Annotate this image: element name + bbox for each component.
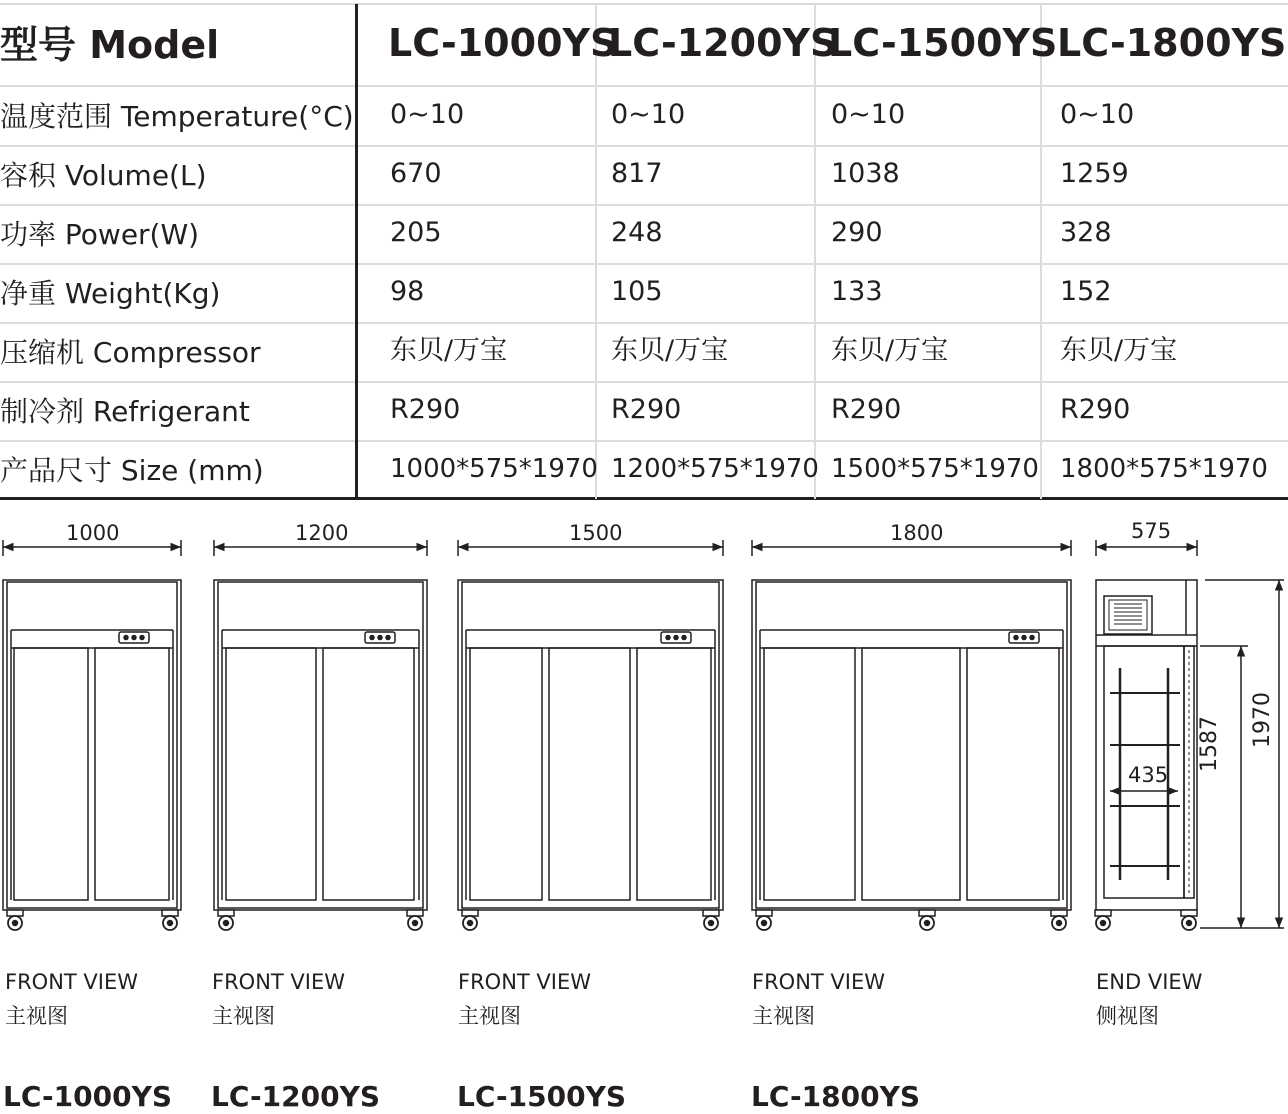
table-cell: 1259 — [1060, 158, 1129, 189]
dimension-label: 1800 — [890, 521, 944, 545]
table-cell: 1000*575*1970 — [390, 454, 598, 484]
model-header: LC-1800YS — [1057, 21, 1287, 65]
view-caption-en: FRONT VIEW — [5, 970, 139, 994]
dimension-label: 1500 — [569, 521, 623, 545]
dimension-label: 1200 — [295, 521, 349, 545]
model-name: LC-1000YS — [3, 1080, 173, 1113]
spec-table — [0, 0, 1288, 500]
view-caption-cn: 主视图 — [212, 1004, 275, 1028]
model-name: LC-1200YS — [211, 1080, 381, 1113]
model-name: LC-1500YS — [457, 1080, 627, 1113]
table-cell: 328 — [1060, 217, 1112, 248]
column-divider — [1040, 4, 1042, 499]
row-divider — [0, 381, 1288, 383]
column-divider — [595, 4, 597, 499]
view-caption-cn: 主视图 — [752, 1004, 815, 1028]
front-view-1000 — [3, 540, 181, 930]
table-cell: 290 — [831, 217, 883, 248]
row-label: 压缩机 Compressor — [0, 336, 261, 369]
table-cell: 1200*575*1970 — [611, 454, 819, 484]
table-cell: 1038 — [831, 158, 900, 189]
dimension-label: 575 — [1131, 519, 1172, 543]
drawings-canvas — [0, 500, 1288, 1112]
row-label: 净重 Weight(Kg) — [0, 277, 221, 310]
row-label: 产品尺寸 Size (mm) — [0, 454, 264, 487]
view-caption-en: FRONT VIEW — [458, 970, 592, 994]
label-column-divider — [355, 4, 358, 499]
technical-drawings — [0, 500, 1288, 1112]
table-cell: 133 — [831, 276, 883, 307]
row-divider — [0, 440, 1288, 442]
row-divider — [0, 85, 1288, 87]
table-cell: 98 — [390, 276, 425, 307]
view-caption-cn: 主视图 — [5, 1004, 68, 1028]
table-cell: R290 — [611, 394, 682, 425]
view-caption-cn: 主视图 — [458, 1004, 521, 1028]
table-cell: 东贝/万宝 — [831, 335, 949, 366]
table-cell: 248 — [611, 217, 663, 248]
table-cell: 152 — [1060, 276, 1112, 307]
table-cell: 670 — [390, 158, 442, 189]
dimension-label: 435 — [1128, 763, 1169, 787]
table-cell: R290 — [831, 394, 902, 425]
column-divider — [814, 4, 816, 499]
dimension-label: 1587 — [1197, 716, 1222, 772]
table-cell: 东贝/万宝 — [390, 335, 508, 366]
front-view-1800 — [752, 540, 1071, 930]
view-caption-en: END VIEW — [1096, 970, 1203, 994]
view-caption-en: FRONT VIEW — [212, 970, 346, 994]
table-cell: R290 — [1060, 394, 1131, 425]
row-label: 温度范围 Temperature(°C) — [0, 100, 354, 133]
dimension-label: 1970 — [1250, 692, 1275, 748]
model-header: LC-1200YS — [608, 21, 838, 65]
view-caption-en: FRONT VIEW — [752, 970, 886, 994]
table-top-border — [0, 3, 1288, 5]
front-view-1500 — [458, 540, 723, 930]
row-divider — [0, 145, 1288, 147]
row-label: 功率 Power(W) — [0, 218, 200, 251]
model-header: LC-1500YS — [828, 21, 1058, 65]
row-label: 容积 Volume(L) — [0, 159, 207, 192]
front-view-1200 — [214, 540, 427, 930]
table-cell: 1800*575*1970 — [1060, 454, 1268, 484]
table-cell: 东贝/万宝 — [611, 335, 729, 366]
table-cell: R290 — [390, 394, 461, 425]
table-cell: 1500*575*1970 — [831, 454, 1039, 484]
row-divider — [0, 204, 1288, 206]
header-label: 型号 Model — [0, 23, 220, 67]
dimension-label: 1000 — [66, 521, 120, 545]
table-cell: 205 — [390, 217, 442, 248]
table-cell: 0~10 — [390, 99, 465, 130]
row-divider — [0, 263, 1288, 265]
table-cell: 0~10 — [611, 99, 686, 130]
table-cell: 817 — [611, 158, 663, 189]
table-cell: 东贝/万宝 — [1060, 335, 1178, 366]
table-cell: 0~10 — [831, 99, 906, 130]
table-cell: 0~10 — [1060, 99, 1135, 130]
row-label: 制冷剂 Refrigerant — [0, 395, 250, 428]
view-caption-cn: 侧视图 — [1096, 1004, 1159, 1028]
row-divider — [0, 322, 1288, 324]
model-header: LC-1000YS — [388, 21, 618, 65]
model-name: LC-1800YS — [751, 1080, 921, 1113]
table-cell: 105 — [611, 276, 663, 307]
